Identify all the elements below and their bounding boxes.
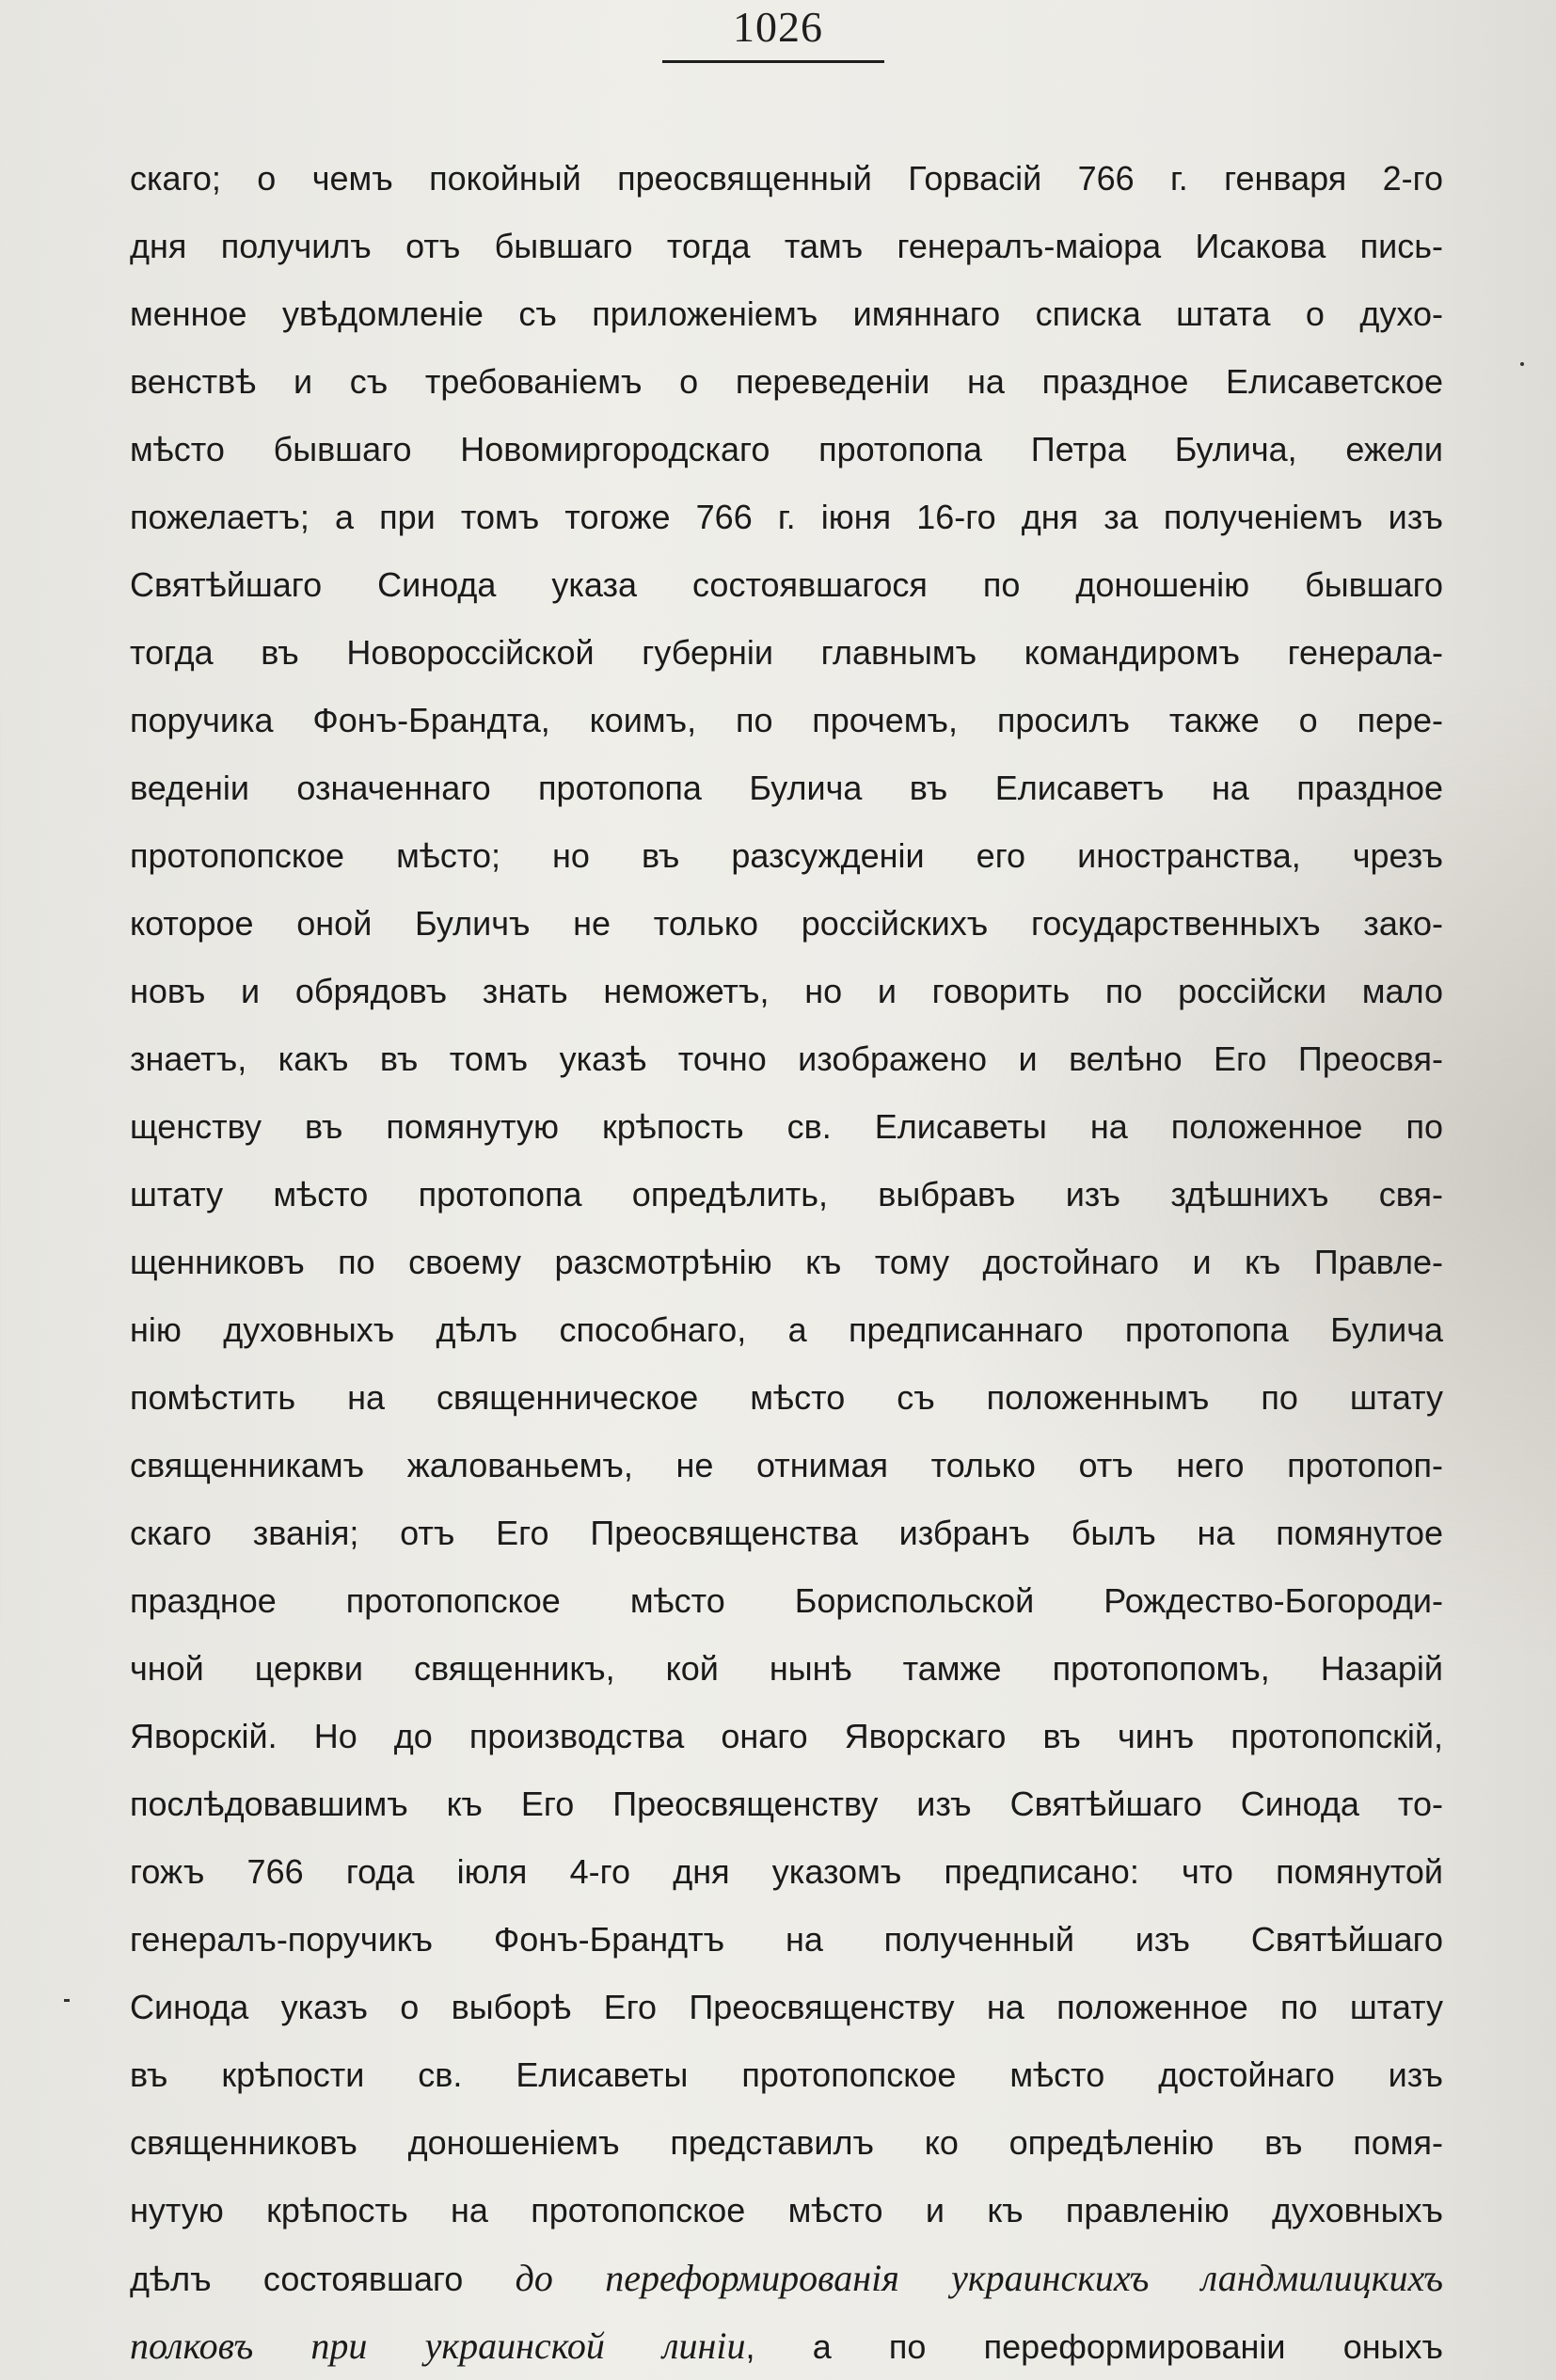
page-number: 1026 <box>733 3 823 51</box>
text-line: венствѣ и съ требованіемъ о переведеніи на праздное Елисаветское <box>130 362 1443 401</box>
text-line: нутую крѣпость на протопопское мѣсто и къ правленію духовныхъ <box>130 2191 1443 2229</box>
text-line: въ крѣпости св. Елисаветы протопопское мѣсто достойнаго изъ <box>130 2055 1443 2094</box>
text-line: пожелаетъ; а при томъ тогоже 766 г. іюня 16-го дня за полученіемъ изъ <box>130 498 1443 536</box>
text-line: менное увѣдомленіе съ приложеніемъ имяннаго списка штата о духо- <box>130 294 1443 333</box>
text-line: генералъ-поручикъ Фонъ-Брандтъ на полученный изъ Святѣйшаго <box>130 1920 1443 1959</box>
text-line: праздное протопопское мѣсто Бориспольской Рождество-Богороди- <box>130 1581 1443 1620</box>
body-text <box>130 145 1443 2380</box>
text-line-mixed <box>130 2312 1443 2380</box>
header-rule <box>662 60 884 63</box>
text-line: чной церкви священникъ, кой нынѣ тамже протопопомъ, Назарій <box>130 1649 1443 1688</box>
text-line: скаго званія; отъ Его Преосвященства избранъ былъ на помянутое <box>130 1514 1443 1552</box>
text-line: Синода указъ о выборѣ Его Преосвященству на положенное по штату <box>130 1988 1443 2026</box>
text-line: мѣсто бывшаго Новомиргородскаго протопопа Петра Булича, ежели <box>130 430 1443 468</box>
text-line: скаго; о чемъ покойный преосвященный Горвасій 766 г. генваря 2-го <box>130 159 1443 198</box>
text-line: Яворскій. Но до производства онаго Яворскаго въ чинъ протопопскій, <box>130 1717 1443 1755</box>
text-line: протопопское мѣсто; но въ разсужденіи его иностранства, чрезъ <box>130 836 1443 875</box>
text-run: , а по переформированіи оныхъ <box>745 2327 1443 2366</box>
text-line: которое оной Буличъ не только россійскихъ государственныхъ зако- <box>130 904 1443 943</box>
text-line: тогда въ Новороссійской губерніи главнымъ командиромъ генерала- <box>130 633 1443 672</box>
text-line: помѣстить на священническое мѣсто съ положеннымъ по штату <box>130 1378 1443 1417</box>
margin-mark <box>1520 362 1524 366</box>
text-line: щенству въ помянутую крѣпость св. Елисаветы на положенное по <box>130 1107 1443 1146</box>
text-line: священникамъ жалованьемъ, не отнимая только отъ него протопоп- <box>130 1446 1443 1484</box>
text-line: нію духовныхъ дѣлъ способнаго, а предписаннаго протопопа Булича <box>130 1310 1443 1349</box>
text-line: новъ и обрядовъ знать неможетъ, но и говорить по россійски мало <box>130 972 1443 1010</box>
text-line: щенниковъ по своему разсмотрѣнію къ тому достойнаго и къ Правле- <box>130 1243 1443 1281</box>
italic-run: полковъ при украинской линіи <box>130 2324 746 2367</box>
text-line: штату мѣсто протопопа опредѣлить, выбравъ изъ здѣшнихъ свя- <box>130 1175 1443 1214</box>
text-line: веденіи означеннаго протопопа Булича въ Елисаветъ на праздное <box>130 769 1443 807</box>
text-line: гожъ 766 года іюля 4-го дня указомъ предписано: что помянутой <box>130 1852 1443 1891</box>
text-line: послѣдовавшимъ къ Его Преосвященству изъ Святѣйшаго Синода то- <box>130 1785 1443 1823</box>
text-line: священниковъ доношеніемъ представилъ ко опредѣленію въ помя- <box>130 2123 1443 2162</box>
text-run: дѣлъ состоявшаго <box>130 2260 464 2298</box>
text-line: Святѣйшаго Синода указа состоявшагося по доношенію бывшаго <box>130 565 1443 604</box>
margin-mark <box>64 1999 70 2002</box>
text-line: дня получилъ отъ бывшаго тогда тамъ генералъ-маіора Исакова пись- <box>130 227 1443 265</box>
text-line-mixed <box>130 2245 1443 2312</box>
text-line: поручика Фонъ-Брандта, коимъ, по прочемъ, просилъ также о пере- <box>130 701 1443 739</box>
italic-run: до переформированія украинскихъ ландмилицкихъ <box>515 2257 1443 2299</box>
text-line: знаетъ, какъ въ томъ указѣ точно изображено и велѣно Его Преосвя- <box>130 1039 1443 1078</box>
